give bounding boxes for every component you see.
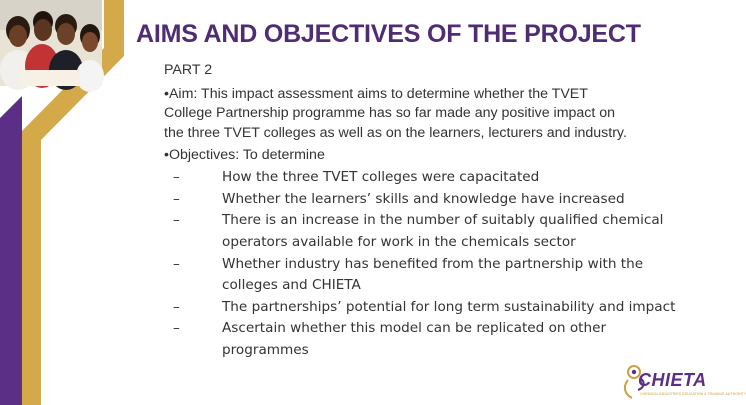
bullet-icon: • — [164, 85, 169, 102]
slide-title: AIMS AND OBJECTIVES OF THE PROJECT — [136, 20, 641, 48]
objective-item — [165, 254, 697, 297]
dash-icon: – — [173, 212, 180, 229]
students-photo — [0, 0, 102, 86]
dash-icon: – — [173, 255, 180, 272]
objective-text: Ascertain whether this model can be replicated on other programmes — [222, 320, 607, 358]
objectives-intro-line — [164, 146, 709, 166]
objectives-list — [165, 167, 697, 362]
objective-item — [165, 189, 697, 211]
aim-text-line-1: Aim: This impact assessment aims to determine whether the TVET — [168, 85, 588, 102]
objective-text: The partnerships’ potential for long term sustainability and impact — [222, 298, 676, 315]
objective-text: There is an increase in the number of suitably qualified chemical operators available for work in the chemicals sector — [222, 212, 664, 250]
logo-tagline: CHEMICAL INDUSTRIES EDUCATION & TRAINING AUTHORITY — [640, 392, 746, 396]
objectives-intro: Objectives: To determine — [168, 147, 325, 163]
objective-text: Whether the learners’ skills and knowledge have increased — [222, 190, 625, 207]
aim-text-line-3: the three TVET colleges as well as on the learners, lecturers and industry. — [164, 124, 627, 141]
objective-text: How the three TVET colleges were capacitated — [222, 169, 540, 185]
slide-body — [164, 61, 709, 169]
dash-icon: – — [173, 190, 180, 207]
aim-line — [164, 85, 709, 105]
dash-icon: – — [173, 320, 180, 337]
objective-item — [165, 167, 697, 189]
bullet-icon: • — [164, 147, 169, 163]
part-label: PART 2 — [164, 62, 213, 78]
aim-text-line-2: College Partnership programme has so far made any positive impact on — [164, 105, 616, 121]
objective-text: Whether industry has benefited from the partnership with the colleges and CHIETA — [222, 255, 644, 294]
purple-band — [0, 96, 22, 405]
objective-item — [165, 318, 697, 361]
dash-icon: – — [173, 169, 180, 185]
objective-item — [165, 297, 697, 319]
dash-icon: – — [173, 298, 180, 315]
objective-item — [165, 210, 697, 253]
logo-name: CHIETA — [638, 370, 707, 390]
